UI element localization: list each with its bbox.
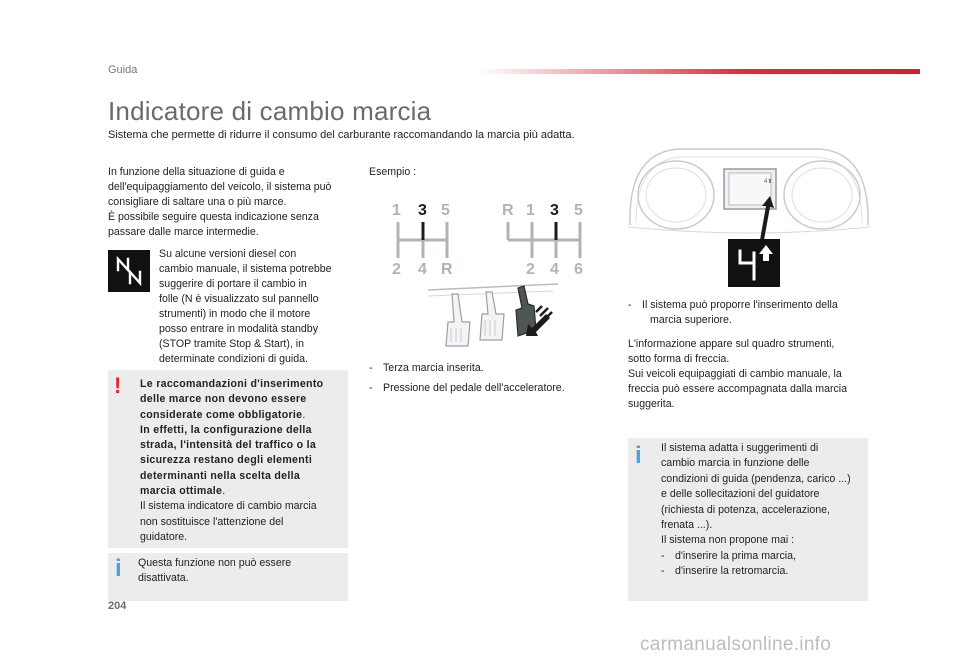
gear-label: 2 bbox=[526, 261, 535, 276]
gear-label: R bbox=[441, 261, 453, 276]
info-icon: i bbox=[115, 555, 122, 582]
gear-label: 5 bbox=[574, 202, 583, 219]
gear-label: 1 bbox=[392, 202, 401, 219]
upshift-arrow-icon bbox=[759, 245, 773, 261]
gear-label: 6 bbox=[574, 261, 583, 276]
mini-gear-indicator: 4⬆ bbox=[764, 179, 773, 185]
pedals-illustration bbox=[428, 282, 558, 352]
gear-label: 4 bbox=[418, 261, 427, 276]
list-item: - Pressione del pedale dell'acceleratore. bbox=[369, 382, 565, 394]
gear-shift-indicator-display bbox=[728, 239, 780, 287]
gear-label-selected: 3 bbox=[550, 202, 559, 219]
callout-arrow-icon bbox=[746, 196, 786, 244]
info-text-left: Questa funzione non può essere disattivata. bbox=[138, 557, 292, 584]
example-label: Esempio : bbox=[369, 166, 417, 178]
page-subtitle: Sistema che permette di ridurre il consumo del carburante raccomandando la marcia più adatta. bbox=[108, 129, 575, 141]
info-icon: i bbox=[635, 442, 642, 469]
list-item: - Terza marcia inserita. bbox=[369, 362, 484, 374]
gear-shift-diagram bbox=[388, 196, 598, 276]
gearbox-5-speed bbox=[392, 202, 453, 276]
page-number: 204 bbox=[108, 600, 127, 612]
list-item: - Il sistema può proporre l'inserimento della marcia superiore. bbox=[628, 299, 838, 326]
diesel-note: Su alcune versioni diesel con cambio manuale, il sistema potrebbe suggerire di portare il cambio in folle (N è visualizzato sul pannello strumenti) in modo che il motore posso entrare in modalità standby (STOP tramite Stop & Start), in determinate condizioni di guida. bbox=[159, 248, 332, 365]
gearbox-6-speed bbox=[502, 202, 583, 276]
gear-label: 2 bbox=[392, 261, 401, 276]
gear-digit-icon bbox=[740, 251, 754, 279]
gear-label: 5 bbox=[441, 202, 450, 219]
gear-label: 1 bbox=[526, 202, 535, 219]
gear-label: 4 bbox=[550, 261, 559, 276]
intro-paragraph: In funzione della situazione di guida e dell'equipaggiamento del veicolo, il sistema può consigliare di saltare una o più marce. È possibile seguire questa indicazione senza passare dalle marce intermedie. bbox=[108, 166, 332, 238]
page-title: Indicatore di cambio marcia bbox=[108, 96, 432, 126]
gear-label: R bbox=[502, 202, 514, 219]
header-rule bbox=[478, 69, 920, 74]
warning-icon: ! bbox=[114, 373, 122, 398]
neutral-gear-icon bbox=[108, 250, 150, 292]
display-paragraph: L'informazione appare sul quadro strumenti, sotto forma di freccia. Sui veicoli equipaggiati di cambio manuale, la freccia può essere accompagnata dalla marcia suggerita. bbox=[628, 338, 848, 410]
warning-text: Le raccomandazioni d'inserimento delle marce non devono essere considerate come obbligatorie. In effetti, la configurazione della strada, l'intensità del traffico o la sicurezza restano degli elementi determinanti nella scelta della marcia ottimale. Il sistema indicatore di cambio marcia non sostituisce l'attenzione del guidatore. bbox=[140, 378, 324, 543]
info-text-right: Il sistema adatta i suggerimenti di cambio marcia in funzione delle condizioni di guida (pendenza, carico ...) e delle sollecitazioni del guidatore (richiesta di potenza, accelerazione, frenata ...). Il sistema non propone mai : - d'inserire la prima marcia, - d'inserire la retromarcia. bbox=[661, 442, 851, 578]
gear-label-selected: 3 bbox=[418, 202, 427, 219]
watermark: carmanualsonline.info bbox=[640, 634, 832, 655]
section-label: Guida bbox=[108, 64, 138, 76]
